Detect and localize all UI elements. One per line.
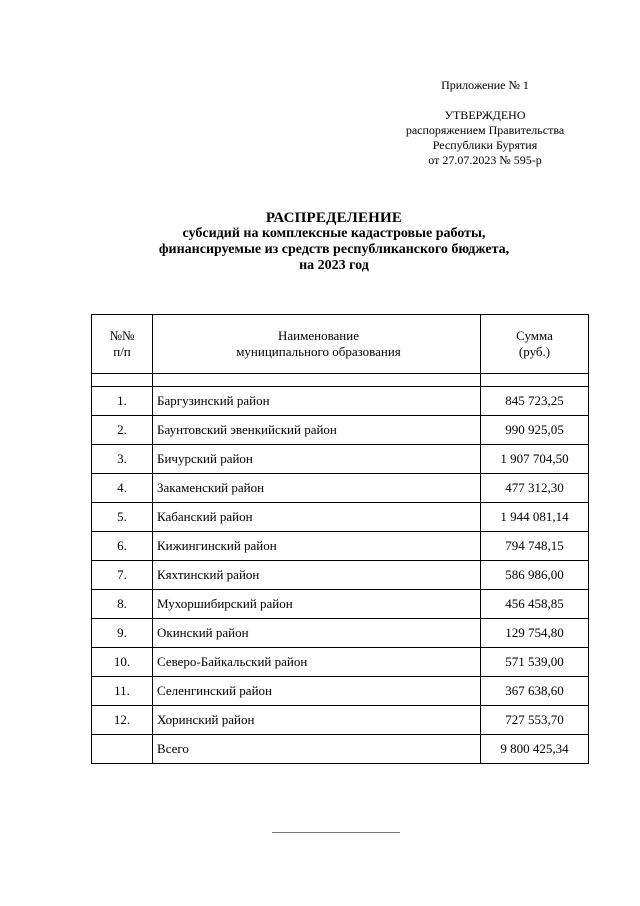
table-header-row [92,315,589,374]
table-row [92,677,589,706]
table-row [92,561,589,590]
approval-date: от 27.07.2023 № 595-р [428,153,542,167]
row-name: Кяхтинский район [153,561,481,590]
header-num-line-2: п/п [113,344,131,359]
table-total-row [92,735,589,764]
table-row [92,503,589,532]
row-num: 1. [92,387,153,416]
row-name: Хоринский район [153,706,481,735]
header-sum-line-2: (руб.) [518,344,551,359]
distribution-table [91,314,589,764]
header-name-line-1: Наименование [278,328,359,343]
total-sum: 9 800 425,34 [481,735,589,764]
table-row [92,532,589,561]
row-sum: 367 638,60 [481,677,589,706]
table-row [92,706,589,735]
row-name: Бичурский район [153,445,481,474]
table-row [92,474,589,503]
title-line-3: финансируемые из средств республиканского бюджета, [158,242,510,257]
row-sum: 456 458,85 [481,590,589,619]
row-sum: 477 312,30 [481,474,589,503]
table-row [92,590,589,619]
header-sum [481,315,589,374]
row-num: 7. [92,561,153,590]
title-line-2: субсидий на комплексные кадастровые работы, [182,226,486,241]
row-num: 11. [92,677,153,706]
row-num: 3. [92,445,153,474]
row-sum: 571 539,00 [481,648,589,677]
document-title [60,210,608,274]
row-num: 4. [92,474,153,503]
row-sum: 990 925,05 [481,416,589,445]
approved-by-region: Республики Бурятия [432,138,538,152]
header-name [153,315,481,374]
row-sum: 845 723,25 [481,387,589,416]
row-num: 5. [92,503,153,532]
row-name: Северо-Байкальский район [153,648,481,677]
header-sum-line-1: Сумма [516,328,553,343]
table-row [92,416,589,445]
table-row [92,648,589,677]
row-num: 2. [92,416,153,445]
header-num-line-1: №№ [109,328,135,343]
row-num: 10. [92,648,153,677]
table-row [92,445,589,474]
row-num: 12. [92,706,153,735]
approval-block [380,78,590,168]
row-name: Кабанский район [153,503,481,532]
header-name-line-2: муниципального образования [236,344,401,359]
row-name: Баунтовский эвенкийский район [153,416,481,445]
row-name: Баргузинский район [153,387,481,416]
row-sum: 129 754,80 [481,619,589,648]
row-sum: 794 748,15 [481,532,589,561]
table-row [92,387,589,416]
row-name: Селенгинский район [153,677,481,706]
row-sum: 1 907 704,50 [481,445,589,474]
total-label: Всего [153,735,481,764]
table-spacer-row [92,374,589,387]
row-name: Окинский район [153,619,481,648]
row-name: Закаменский район [153,474,481,503]
row-name: Мухоршибирский район [153,590,481,619]
row-name: Кижингинский район [153,532,481,561]
row-sum: 586 986,00 [481,561,589,590]
row-num: 6. [92,532,153,561]
row-num: 9. [92,619,153,648]
title-main: РАСПРЕДЕЛЕНИЕ [265,210,403,226]
row-sum: 1 944 081,14 [481,503,589,532]
row-num: 8. [92,590,153,619]
row-sum: 727 553,70 [481,706,589,735]
header-num [92,315,153,374]
total-num-empty [92,735,153,764]
footer-divider [272,832,400,833]
title-line-4: на 2023 год [299,258,369,273]
appendix-label: Приложение № 1 [441,78,529,92]
approved-by-line: распоряжением Правительства [405,123,565,137]
approved-label: УТВЕРЖДЕНО [444,108,526,122]
table-row [92,619,589,648]
